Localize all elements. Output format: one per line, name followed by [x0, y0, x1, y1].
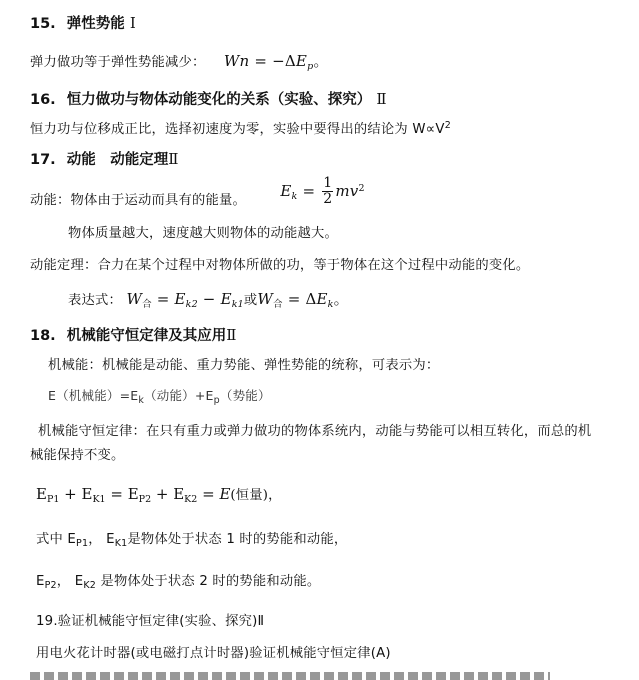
- section-15-heading: [30, 12, 136, 33]
- conservation-law-line-2: 械能保持不变。: [30, 448, 125, 463]
- section-17-note: 物体质量越大，速度越大则物体的动能越大。: [68, 226, 338, 241]
- section-15-level: Ⅰ: [129, 14, 136, 32]
- section-17-level: Ⅱ: [168, 150, 179, 168]
- section-17-expression-label: 表达式：: [68, 293, 122, 308]
- section-17-expression-line: [68, 288, 349, 310]
- section-19-heading: 19.验证机械能守恒定律(实验、探究)Ⅱ: [36, 614, 265, 629]
- cropped-text-line: [30, 672, 590, 680]
- conservation-law-line-1: 机械能守恒定律：在只有重力或弹力做功的物体系统内，动能与势能可以相互转化，而总的机: [38, 424, 592, 439]
- kinetic-energy-formula: $E_k$ = $\frac{1}{2}$ $mv^2$: [280, 175, 365, 207]
- section-16-text-line: 恒力功与位移成正比，选择初速度为零，实验中要得出的结论为 $W\propto V^2$: [30, 120, 451, 137]
- conservation-equation: $E_{P1} + E_{K1} = E_{P2} + E_{K2} = E$(恒量)，: [36, 485, 282, 505]
- section-15-number: 15.: [30, 16, 56, 32]
- section-17-definition: 动能：物体由于运动而具有的能量。: [30, 192, 246, 208]
- section-15-title: 弹性势能: [66, 16, 125, 32]
- section-18-title: 机械能守恒定律及其应用: [66, 328, 227, 344]
- section-17-heading: [30, 148, 178, 169]
- section-16-text: 恒力功与位移成正比，选择初速度为零，实验中要得出的结论为 W∝V: [30, 122, 445, 137]
- section-16-number: 16.: [30, 92, 56, 108]
- section-18-number: 18.: [30, 328, 56, 344]
- section-18-definition: 机械能：机械能是动能、重力势能、弹性势能的统称，可表示为：: [48, 358, 440, 373]
- section-17-theorem: 动能定理：合力在某个过程中对物体所做的功，等于物体在这个过程中动能的变化。: [30, 258, 530, 273]
- section-17-title: 动能 动能定理: [66, 152, 169, 168]
- section-15-text-line: [30, 50, 329, 72]
- section-18-level: Ⅱ: [226, 326, 237, 344]
- fraction-one-half: $\frac{1}{2}$: [323, 175, 333, 207]
- mechanical-energy-expression: E（机械能）$=E_k$（动能）$+E_p$（势能）: [48, 388, 271, 406]
- section-17-number: 17.: [30, 152, 56, 168]
- work-energy-formula: $W_合 = E_{k2} - E_{k1}$或$W_合 = \Delta E_k$。: [126, 290, 349, 310]
- section-19-text: 用电火花计时器(或电磁打点计时器)验证机械能守恒定律(A): [36, 646, 391, 661]
- section-15-formula: $Wn = -\Delta E_p$。: [223, 52, 329, 72]
- section-17-definition-line: [30, 176, 365, 207]
- section-15-text: 弹力做功等于弹性势能减少：: [30, 55, 206, 70]
- section-18-heading: [30, 324, 236, 345]
- section-16-level: Ⅱ: [376, 90, 387, 108]
- state-1-description: 式中 $E_{P1}$， $E_{K1}$是物体处于状态 1 时的势能和动能，: [36, 532, 348, 549]
- section-16-title: 恒力做功与物体动能变化的关系（实验、探究）: [66, 92, 372, 108]
- state-2-description: $E_{P2}$， $E_{K2}$ 是物体处于状态 2 时的势能和动能。: [36, 574, 321, 591]
- section-16-heading: [30, 88, 387, 109]
